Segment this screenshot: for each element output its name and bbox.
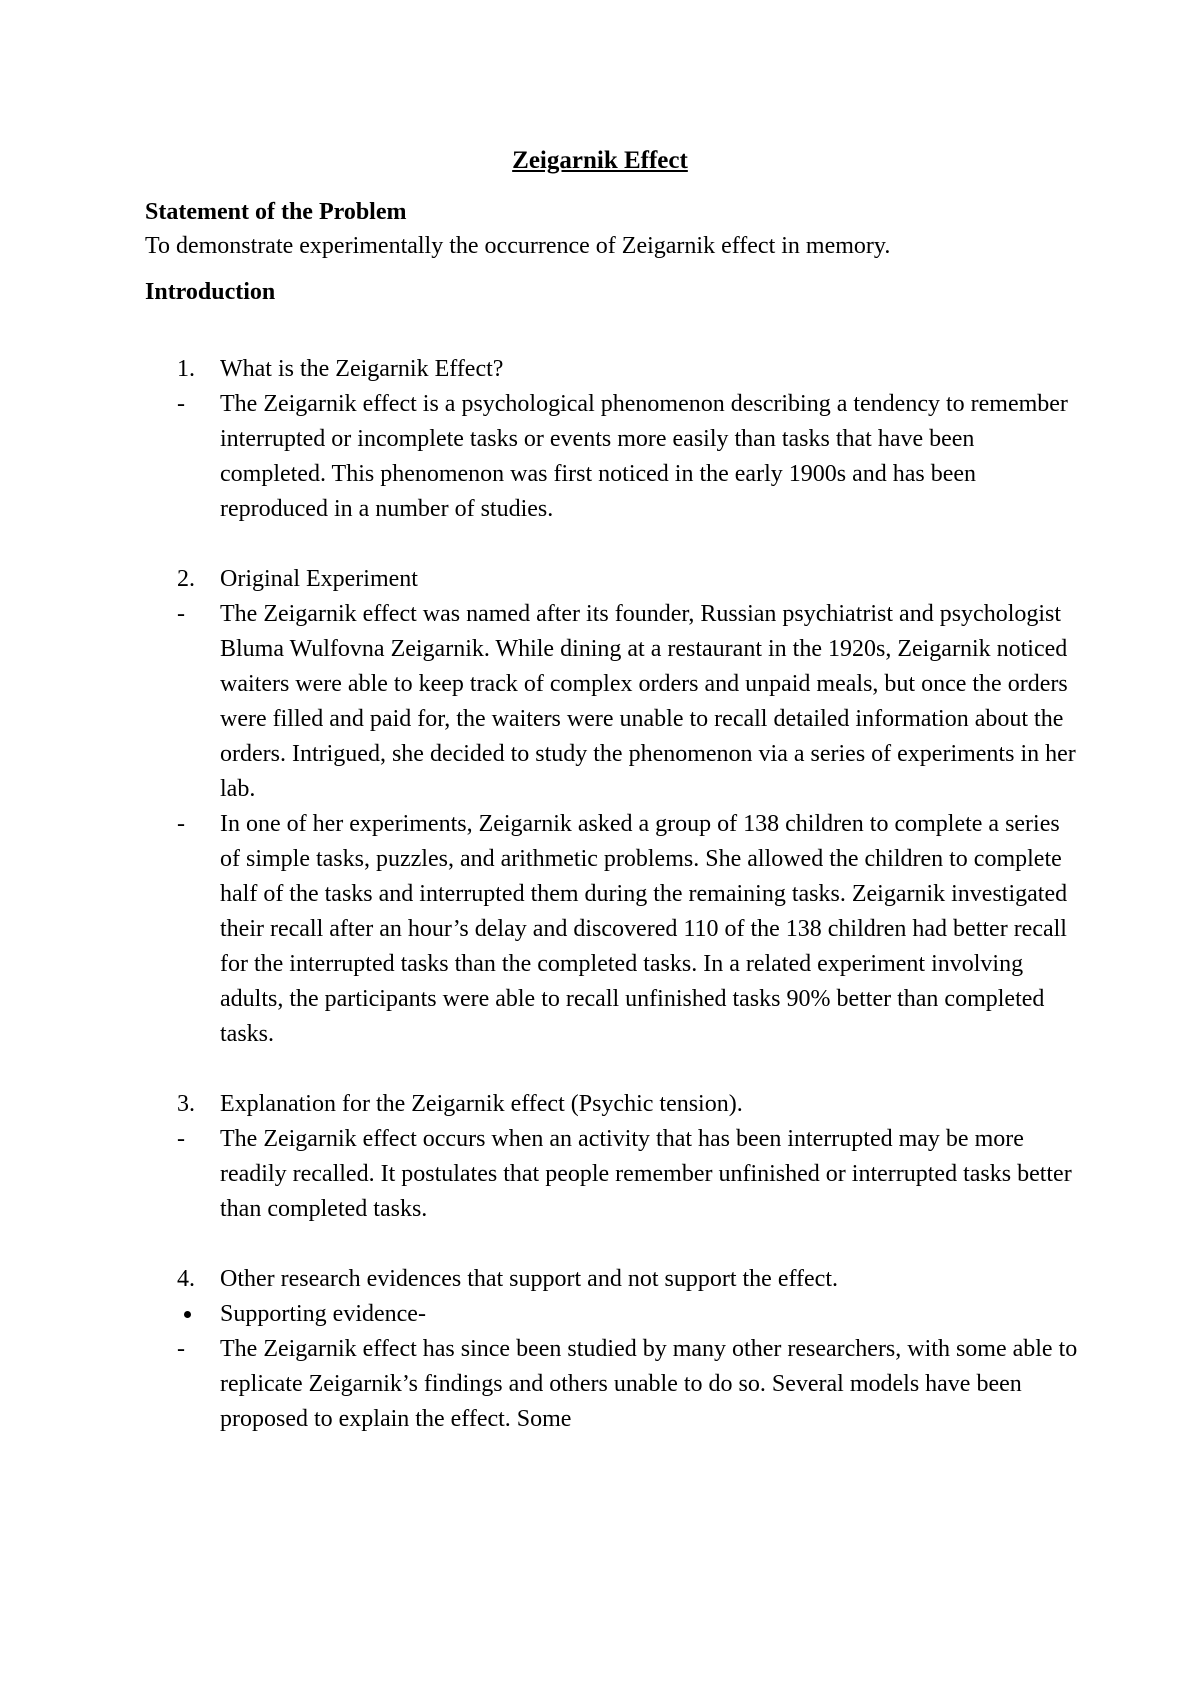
list-number: 3. — [177, 1091, 195, 1117]
list-item — [177, 1087, 1077, 1122]
introduction-list — [177, 352, 1077, 1437]
section-heading: Original Experiment — [220, 566, 418, 592]
spacer — [177, 527, 1077, 562]
dash-marker: - — [177, 601, 185, 627]
introduction-heading: Introduction — [145, 279, 276, 305]
list-number: 1. — [177, 356, 195, 382]
list-item — [177, 387, 1077, 527]
statement-heading: Statement of the Problem — [145, 199, 407, 225]
dash-marker: - — [177, 391, 185, 417]
bullet-label: Supporting evidence- — [220, 1301, 426, 1327]
list-item — [177, 562, 1077, 597]
list-number: 2. — [177, 566, 195, 592]
list-item — [177, 597, 1077, 807]
list-item — [177, 352, 1077, 387]
list-item — [177, 1332, 1077, 1437]
list-item — [177, 1262, 1077, 1297]
dash-marker: - — [177, 811, 185, 837]
list-item — [177, 1122, 1077, 1227]
spacer — [177, 1052, 1077, 1087]
bullet-icon — [184, 1311, 191, 1318]
list-item — [177, 1297, 1077, 1332]
section-heading: Explanation for the Zeigarnik effect (Psychic tension). — [220, 1091, 743, 1117]
section-heading: Other research evidences that support and not support the effect. — [220, 1266, 838, 1292]
section-paragraph: The Zeigarnik effect was named after its founder, Russian psychiatrist and psychologist Bluma Wulfovna Zeigarnik. While dining at a restaurant in the 1920s, Zeigarnik noticed waiters were able to keep track of complex orders and unpaid meals, but once the orders were filled and paid for, the waiters were unable to recall detailed information about the orders. Intrigued, she decided to study the phenomenon via a series of experiments in her lab. — [220, 601, 1076, 802]
spacer — [177, 1227, 1077, 1262]
document-title: Zeigarnik Effect — [512, 147, 688, 174]
dash-marker: - — [177, 1336, 185, 1362]
section-paragraph: The Zeigarnik effect is a psychological phenomenon describing a tendency to remember interrupted or incomplete tasks or events more easily than tasks that have been completed. This phenomenon was first noticed in the early 1900s and has been reproduced in a number of studies. — [220, 391, 1068, 522]
section-paragraph: The Zeigarnik effect has since been studied by many other researchers, with some able to replicate Zeigarnik’s findings and others unable to do so. Several models have been proposed to explain the effect. Some — [220, 1336, 1078, 1432]
section-heading: What is the Zeigarnik Effect? — [220, 356, 504, 382]
list-number: 4. — [177, 1266, 195, 1292]
dash-marker: - — [177, 1126, 185, 1152]
section-paragraph: In one of her experiments, Zeigarnik asked a group of 138 children to complete a series of simple tasks, puzzles, and arithmetic problems. She allowed the children to complete half of the tasks and interrupted them during the remaining tasks. Zeigarnik investigated their recall after an hour’s delay and discovered 110 of the 138 children had better recall for the interrupted tasks than the completed tasks. In a related experiment involving adults, the participants were able to recall unfinished tasks 90% better than completed tasks. — [220, 811, 1068, 1047]
statement-text: To demonstrate experimentally the occurrence of Zeigarnik effect in memory. — [145, 233, 891, 259]
section-paragraph: The Zeigarnik effect occurs when an activity that has been interrupted may be more readily recalled. It postulates that people remember unfinished or interrupted tasks better than completed tasks. — [220, 1126, 1072, 1222]
list-item — [177, 807, 1077, 1052]
